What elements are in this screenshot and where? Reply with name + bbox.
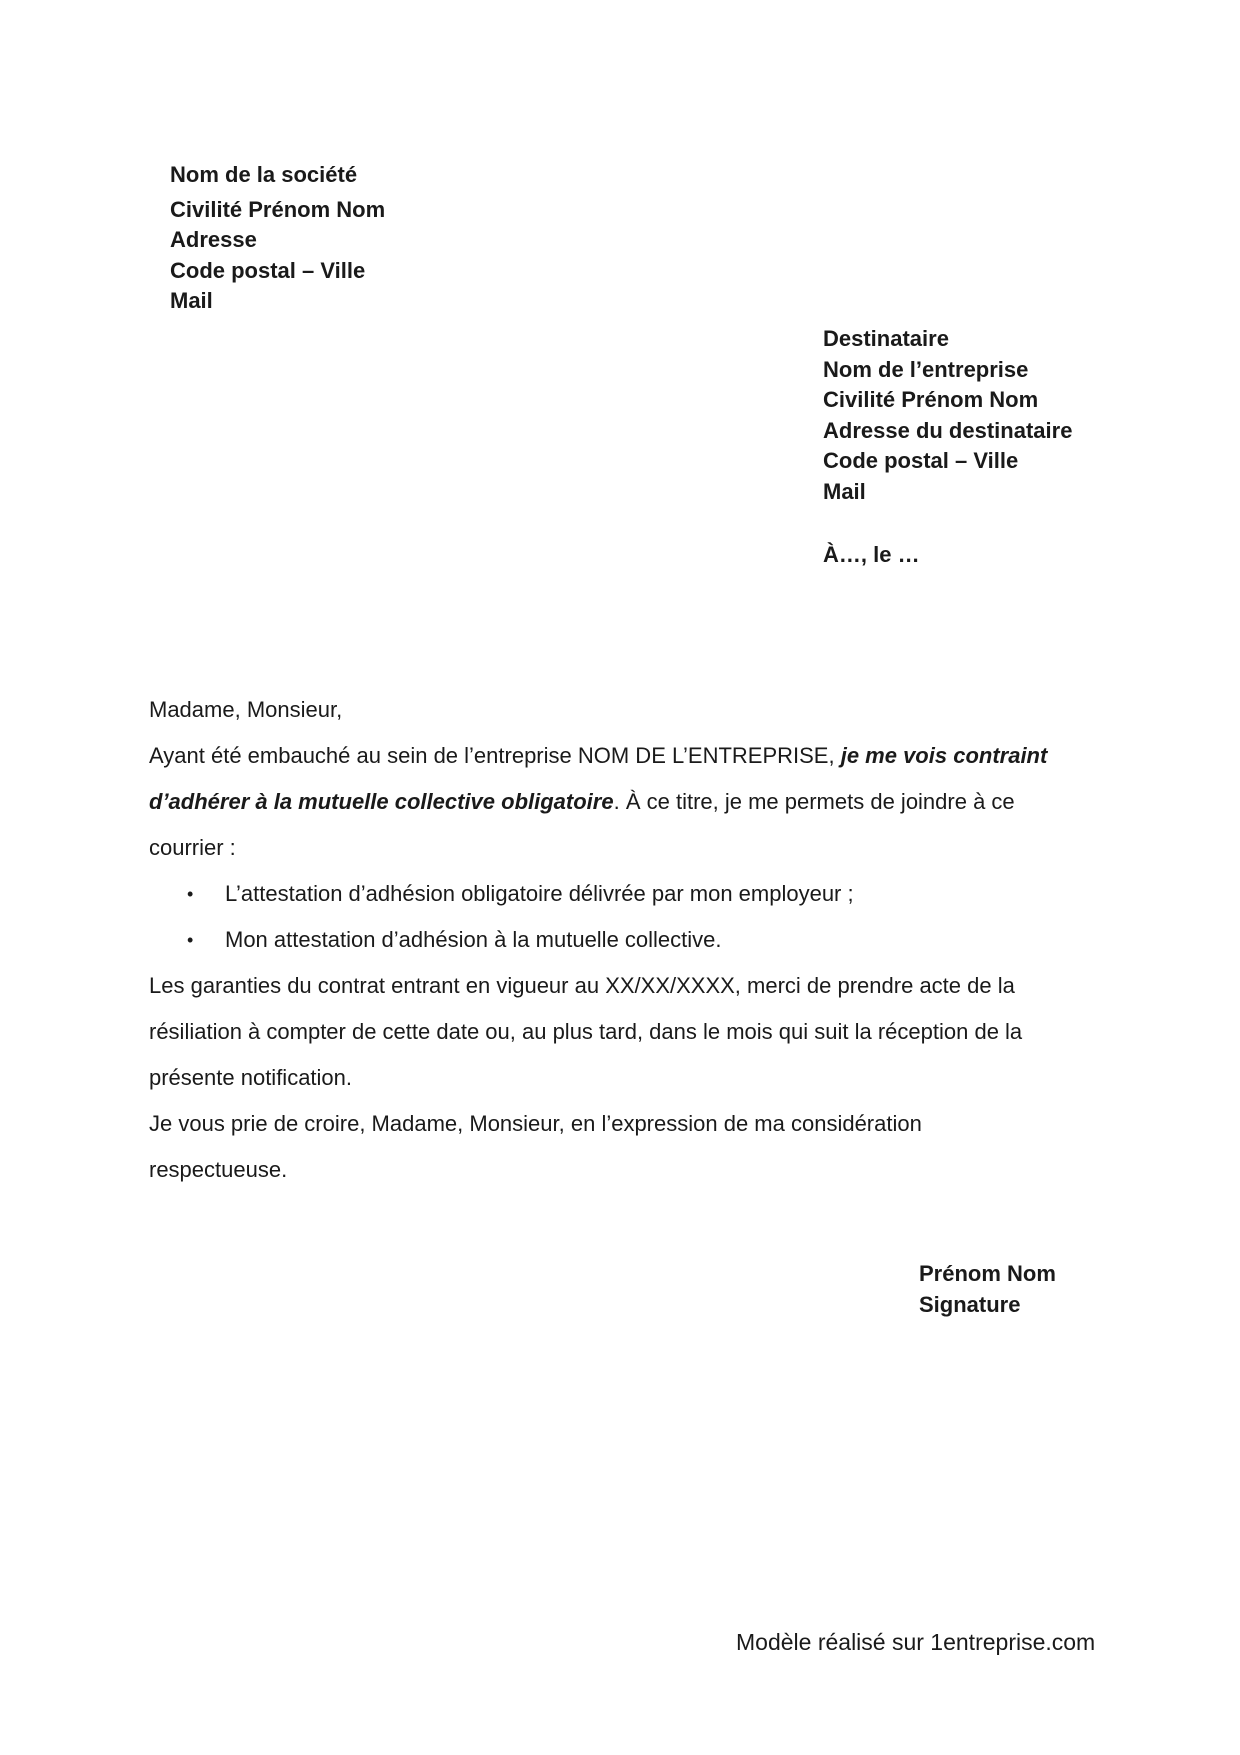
bullet-icon: • xyxy=(187,884,194,904)
recipient-city: Code postal – Ville xyxy=(823,448,1019,473)
signature-block xyxy=(919,1259,1056,1320)
sender-name: Civilité Prénom Nom xyxy=(170,196,386,222)
paragraph-intro xyxy=(149,733,1079,871)
closing-line: respectueuse. xyxy=(149,1157,288,1182)
recipient-mail: Mail xyxy=(823,478,866,504)
footer-credit: Modèle réalisé sur 1entreprise.com xyxy=(736,1629,1096,1655)
attachment-list xyxy=(149,871,1079,963)
intro-continuation: . À ce titre, je me permets de joindre à ce xyxy=(613,789,1015,814)
sender-city: Code postal – Ville xyxy=(170,257,366,283)
sender-mail: Mail xyxy=(170,288,213,313)
recipient-block xyxy=(823,324,1072,507)
recipient-name: Civilité Prénom Nom xyxy=(823,387,1039,412)
recipient-company: Nom de l’entreprise xyxy=(823,356,1029,382)
letter-body xyxy=(149,687,1079,1193)
closing-line: Je vous prie de croire, Madame, Monsieur, en l’expression de ma considération xyxy=(149,1111,922,1136)
bullet-icon: • xyxy=(187,930,194,950)
signature-label: Signature xyxy=(919,1291,1021,1317)
sender-company: Nom de la société xyxy=(170,162,358,187)
list-item xyxy=(149,871,1079,917)
intro-text: Ayant été embauché au sein de l’entreprise NOM DE L’ENTREPRISE, xyxy=(149,743,841,768)
intro-emphasis-part1: je me vois contraint xyxy=(840,743,1048,768)
intro-continuation-end: courrier : xyxy=(149,835,236,860)
recipient-address: Adresse du destinataire xyxy=(823,417,1073,443)
list-item xyxy=(149,917,1079,963)
sender-block xyxy=(170,160,385,317)
intro-emphasis-part2: d’adhérer à la mutuelle collective obligatoire xyxy=(149,789,614,814)
recipient-label: Destinataire xyxy=(823,326,949,351)
sender-address: Adresse xyxy=(170,227,257,252)
date-line: À…, le … xyxy=(823,542,920,567)
termination-line: résiliation à compter de cette date ou, au plus tard, dans le mois qui suit la réception de la xyxy=(149,1019,1023,1044)
list-item-text: L’attestation d’adhésion obligatoire délivrée par mon employeur ; xyxy=(225,881,854,906)
termination-line: présente notification. xyxy=(149,1065,353,1090)
salutation: Madame, Monsieur, xyxy=(149,697,343,722)
termination-line: Les garanties du contrat entrant en vigueur au XX/XX/XXXX, merci de prendre acte de la xyxy=(149,973,1015,998)
list-item-text: Mon attestation d’adhésion à la mutuelle collective. xyxy=(225,927,722,952)
closing-paragraph xyxy=(149,1101,1079,1193)
signature-name: Prénom Nom xyxy=(919,1261,1056,1286)
paragraph-termination xyxy=(149,963,1079,1101)
